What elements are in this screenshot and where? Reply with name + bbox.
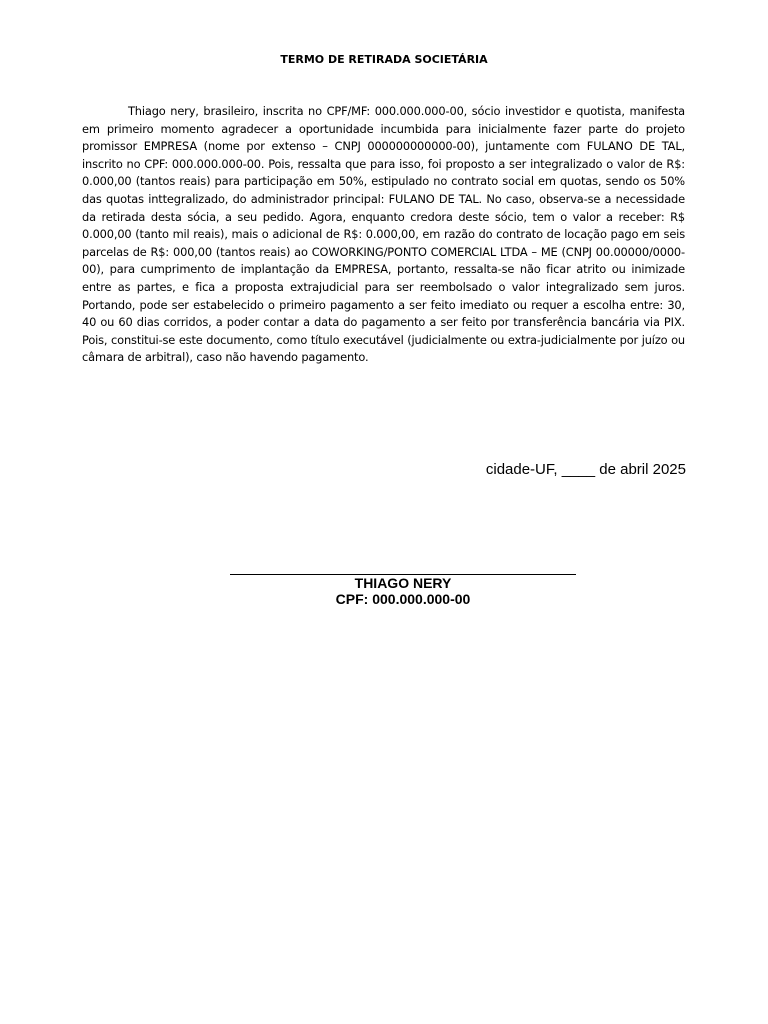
date-line: cidade-UF, ____ de abril 2025 (485, 461, 686, 478)
document-body-paragraph: Thiago nery, brasileiro, inscrita no CPF/MF: 000.000.000-00, sócio investidor e quotista, manifesta em primeiro momento agradecer a oportunidade incumbida para inicialmente fazer parte do projeto promissor EMPRESA (nome por extenso – CNPJ 000000000000-00), juntamente com FULANO DE TAL, inscrito no CPF: 000.000.000-00. Pois, ressalta que para isso, foi proposto a ser integralizado o valor de R$: 0.000,00 (tantos reais) para participação em 50%, estipulado no contrato social em quotas, sendo os 50% das quotas inttegralizado, do administrador principal: FULANO DE TAL. No caso, observa-se a necessidade da retirada desta sócia, a seu pedido. Agora, enquanto credora deste sócio, tem o valor a receber: R$ 0.000,00 (tanto mil reais), mais o adicional de R$: 0.000,00, em razão do contrato de locação pago em seis parcelas de R$: 000,00 (tantos reais) ao COWORKING/PONTO COMERCIAL LTDA – ME (CNPJ 00.00000/0000-00), para cumprimento de implantação da EMPRESA, portanto, ressalta-se não ficar atrito ou inimizade entre as partes, e fica a proposta extrajudicial para ser reembolsado o valor integralizado sem juros. Portando, pode ser estabelecido o primeiro pagamento a ser feito imediato ou requer a escolha entre: 30, 40 ou 60 dias corridos, a poder contar a data do pagamento a ser feito por transferência bancária via PIX. Pois, constitui-se este documento, como título executável (judicialmente ou extra-judicialmente por juízo ou câmara de arbitral), caso não havendo pagamento. (82, 104, 685, 365)
document-title: TERMO DE RETIRADA SOCIETÁRIA (280, 53, 488, 66)
signer-name: THIAGO NERY (354, 575, 452, 591)
signer-cpf: CPF: 000.000.000-00 (335, 591, 471, 607)
signature-block (230, 557, 576, 607)
